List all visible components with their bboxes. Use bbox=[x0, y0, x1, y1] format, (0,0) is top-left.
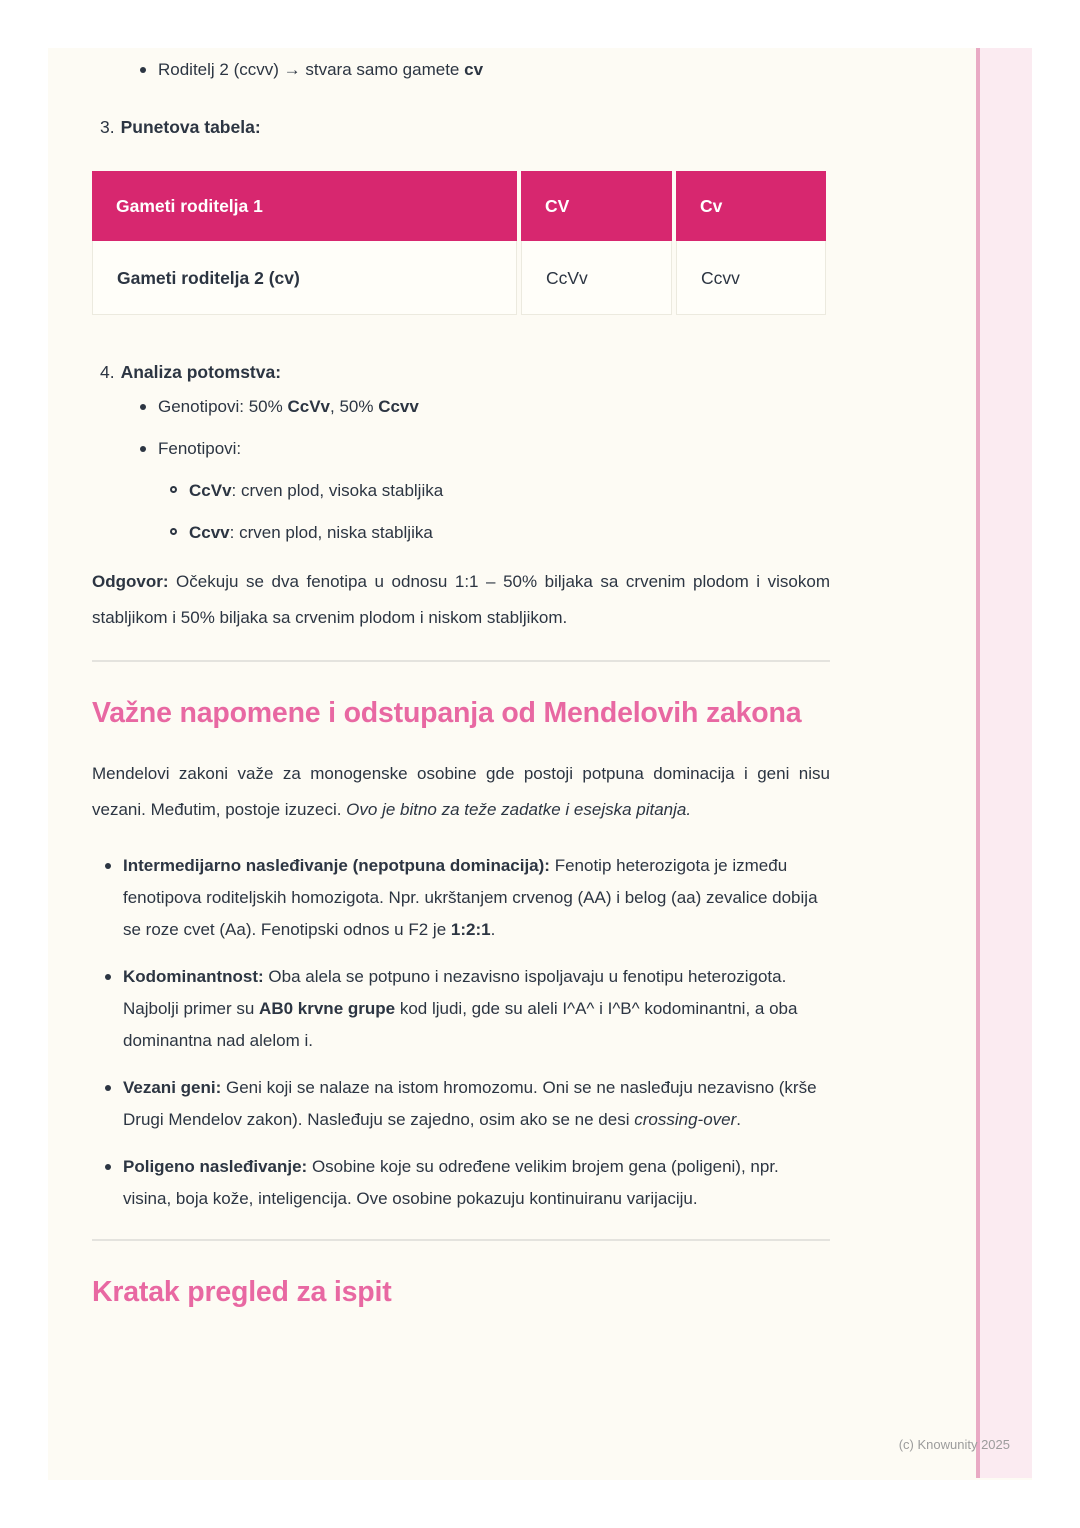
table-cell: CcVv bbox=[521, 241, 672, 315]
list-item-text: Genotipovi: 50% CcVv, 50% Ccvv bbox=[158, 397, 419, 416]
table-cell: Ccvv bbox=[676, 241, 826, 315]
table-header-cell: Gameti roditelja 1 bbox=[92, 171, 517, 241]
table-cell: Gameti roditelja 2 (cv) bbox=[92, 241, 517, 315]
page-content bbox=[92, 48, 830, 1310]
watermark: (c) Knowunity 2025 bbox=[898, 1437, 1010, 1452]
circle-bullet-icon bbox=[170, 528, 177, 535]
answer-paragraph: Odgovor: Očekuju se dva fenotipa u odnosu 1:1 – 50% biljaka sa crvenim plodom i visokom stabljikom i 50% biljaka sa crvenim plodom i niskom stabljikom. bbox=[92, 572, 830, 627]
table-header-cell: Cv bbox=[676, 171, 826, 241]
list-item bbox=[92, 961, 830, 1057]
circle-bullet-icon bbox=[170, 486, 177, 493]
section-divider bbox=[92, 660, 830, 662]
section-divider bbox=[92, 1239, 830, 1241]
numbered-heading-4 bbox=[92, 359, 830, 385]
bullet-icon bbox=[140, 446, 146, 452]
punnett-table bbox=[92, 171, 826, 315]
item-title: Punetova tabela: bbox=[120, 117, 261, 137]
table-header-cell: CV bbox=[521, 171, 672, 241]
list-item bbox=[92, 1151, 830, 1215]
list-subitem bbox=[92, 520, 830, 546]
list-subitem bbox=[92, 478, 830, 504]
list-item bbox=[92, 1072, 830, 1136]
list-item-text: CcVv: crven plod, visoka stabljika bbox=[189, 481, 444, 500]
page-right-stripe bbox=[976, 48, 1032, 1478]
item-title: Analiza potomstva: bbox=[120, 362, 282, 382]
item-number: 3. bbox=[100, 117, 115, 137]
bullet-icon bbox=[105, 974, 111, 980]
notes-intro-paragraph: Mendelovi zakoni važe za monogenske osobine gde postoji potpuna dominacija i geni nisu vezani. Međutim, postoje izuzeci. Ovo je bitno za teže zadatke i esejska pitanja. bbox=[92, 764, 830, 819]
list-item bbox=[92, 436, 830, 462]
list-item-text: Roditelj 2 (ccvv) → stvara samo gamete cv bbox=[158, 60, 484, 79]
section-heading: Kratak pregled za ispit bbox=[92, 1276, 392, 1308]
section-heading: Važne napomene i odstupanja od Mendelovih zakona bbox=[92, 697, 802, 729]
list-item-text: Kodominantnost: Oba alela se potpuno i nezavisno ispoljavaju u fenotipu heterozigota. Najbolji primer su AB0 krvne grupe kod ljudi, gde su aleli I^A^ i I^B^ kodominantni, a oba dominantna nad alelom i. bbox=[123, 967, 798, 1050]
numbered-heading-3 bbox=[92, 114, 830, 140]
list-item-text: Fenotipovi: bbox=[158, 439, 242, 458]
list-item bbox=[92, 850, 830, 946]
bullet-icon bbox=[105, 1085, 111, 1091]
list-item-text: Vezani geni: Geni koji se nalaze na istom hromozomu. Oni se ne nasleđuju nezavisno (krše Drugi Mendelov zakon). Nasleđuju se zajedno, osim ako se ne desi crossing-over. bbox=[123, 1078, 817, 1129]
bullet-icon bbox=[140, 404, 146, 410]
bullet-icon bbox=[140, 67, 146, 73]
bullet-icon bbox=[105, 863, 111, 869]
notes-list bbox=[92, 850, 830, 1215]
list-item bbox=[92, 394, 830, 420]
item-number: 4. bbox=[100, 362, 115, 382]
document-page bbox=[48, 48, 1032, 1480]
list-item-text: Ccvv: crven plod, niska stabljika bbox=[189, 523, 433, 542]
analysis-list bbox=[92, 394, 830, 546]
list-item-text: Poligeno nasleđivanje: Osobine koje su određene velikim brojem gena (poligeni), npr. visina, boja kože, inteligencija. Ove osobine pokazuju kontinuiranu varijaciju. bbox=[123, 1157, 779, 1208]
list-item bbox=[92, 57, 830, 83]
list-item-text: Intermedijarno nasleđivanje (nepotpuna dominacija): Fenotip heterozigota je između fenotipova roditeljskih homozigota. Npr. ukrštanjem crvenog (AA) i belog (aa) zevalice dobija se roze cvet (Aa). Fenotipski odnos u F2 je 1:2:1. bbox=[123, 856, 818, 939]
bullet-icon bbox=[105, 1164, 111, 1170]
